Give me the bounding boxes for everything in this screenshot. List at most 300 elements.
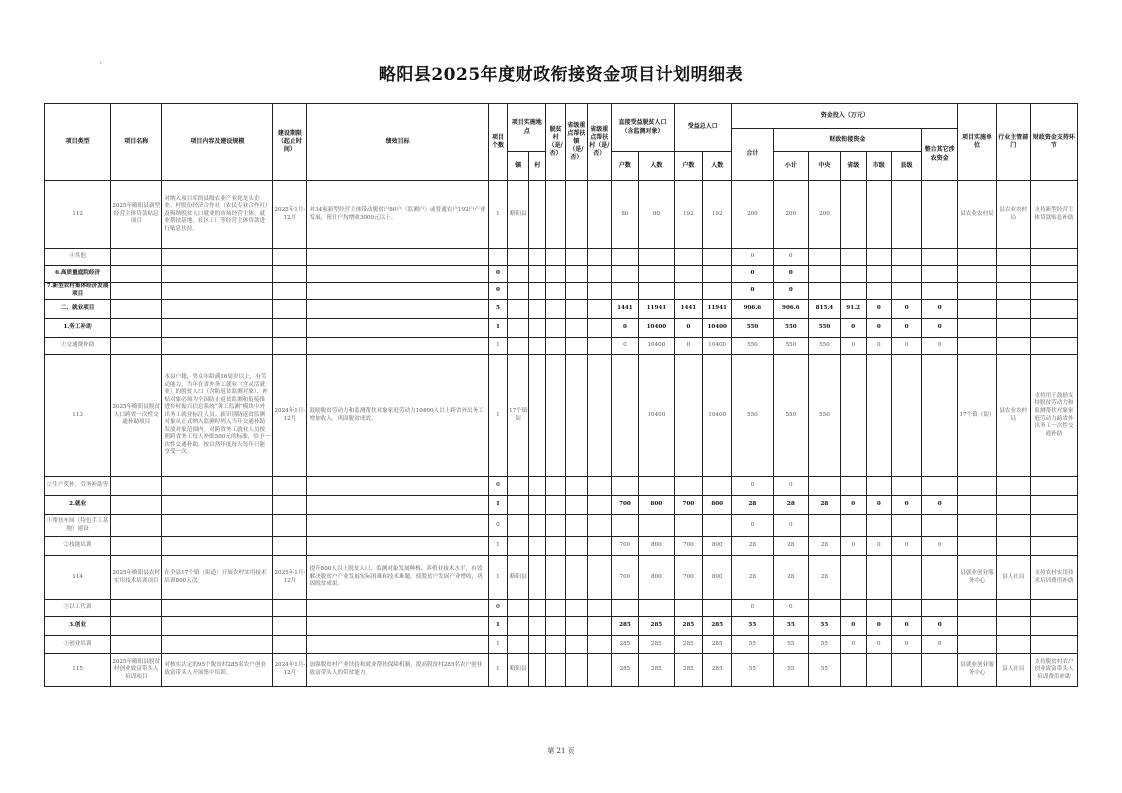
cell-village bbox=[529, 283, 546, 300]
cell-province bbox=[840, 600, 866, 617]
cell-period: 2024年1月-12月 bbox=[273, 654, 307, 687]
cell-support bbox=[1030, 283, 1077, 300]
cell-period bbox=[273, 617, 307, 636]
cell-total: 0 bbox=[732, 266, 774, 283]
cell-village bbox=[529, 249, 546, 266]
cell-province: 0 bbox=[840, 537, 866, 556]
cell-type: ②生产奖补、劳务补助等 bbox=[45, 477, 111, 496]
cell-support bbox=[1030, 617, 1077, 636]
cell-province: 0 bbox=[840, 319, 866, 338]
cell-people2: 285 bbox=[703, 654, 732, 687]
cell-dept: 县人社局 bbox=[996, 654, 1030, 687]
cell-count: 1 bbox=[488, 355, 507, 477]
cell-town: 略阳县 bbox=[508, 654, 529, 687]
cell-total: 0 bbox=[732, 600, 774, 617]
cell-count: 1 bbox=[488, 556, 507, 600]
cell-province: 0 bbox=[840, 496, 866, 515]
cell-period bbox=[273, 266, 307, 283]
table-row bbox=[45, 319, 1078, 338]
cell-other: 0 bbox=[921, 617, 957, 636]
cell-city bbox=[866, 477, 892, 496]
cell-total: 906.6 bbox=[732, 300, 774, 319]
cell-town bbox=[508, 617, 529, 636]
cell-village bbox=[529, 600, 546, 617]
cell-county bbox=[892, 355, 922, 477]
cell-households: 285 bbox=[611, 636, 639, 654]
cell-county bbox=[892, 266, 922, 283]
cell-count: 1 bbox=[488, 496, 507, 515]
table-row bbox=[45, 477, 1078, 496]
cell-type: 二、就业项目 bbox=[45, 300, 111, 319]
cell-county bbox=[892, 654, 922, 687]
cell-count: 0 bbox=[488, 515, 507, 537]
cell-impl-unit bbox=[958, 600, 996, 617]
header-goal: 绩效目标 bbox=[307, 104, 488, 181]
cell-dept bbox=[996, 537, 1030, 556]
cell-total: 0 bbox=[732, 515, 774, 537]
header-direct-benef: 直接受益脱贫人口（含监测对象） bbox=[611, 104, 674, 152]
cell-subtotal: 55 bbox=[773, 636, 808, 654]
cell-central: 550 bbox=[808, 338, 840, 355]
cell-people bbox=[639, 477, 674, 496]
cell-period bbox=[273, 249, 307, 266]
cell-name bbox=[111, 617, 162, 636]
header-town: 镇 bbox=[508, 152, 529, 181]
cell-province bbox=[840, 266, 866, 283]
cell-people2: 285 bbox=[703, 636, 732, 654]
cell-prov-village bbox=[588, 181, 611, 249]
cell-village bbox=[529, 537, 546, 556]
cell-count: 1 bbox=[488, 537, 507, 556]
cell-village bbox=[529, 496, 546, 515]
cell-impl-unit bbox=[958, 319, 996, 338]
cell-count: 1 bbox=[488, 636, 507, 654]
cell-people2 bbox=[703, 249, 732, 266]
cell-village bbox=[529, 617, 546, 636]
cell-province bbox=[840, 654, 866, 687]
cell-goal bbox=[307, 496, 488, 515]
cell-period bbox=[273, 283, 307, 300]
cell-support bbox=[1030, 636, 1077, 654]
cell-households2 bbox=[674, 515, 703, 537]
cell-name: 2025年略阳县脱贫人口跨省一次性交通补助项目 bbox=[111, 355, 162, 477]
cell-households: 700 bbox=[611, 537, 639, 556]
cell-dept bbox=[996, 338, 1030, 355]
cell-period: 2024年1月-12月 bbox=[273, 355, 307, 477]
cell-name: 2025年略阳县农村实用技术培训项目 bbox=[111, 556, 162, 600]
cell-central bbox=[808, 515, 840, 537]
cell-total: 28 bbox=[732, 496, 774, 515]
cell-people2 bbox=[703, 283, 732, 300]
table-row bbox=[45, 600, 1078, 617]
cell-people2 bbox=[703, 600, 732, 617]
cell-prov-village bbox=[588, 266, 611, 283]
table-row bbox=[45, 515, 1078, 537]
cell-name bbox=[111, 249, 162, 266]
table-row bbox=[45, 355, 1078, 477]
cell-impl-unit: 县就业创业服务中心 bbox=[958, 556, 996, 600]
cell-count: 5 bbox=[488, 300, 507, 319]
cell-people bbox=[639, 283, 674, 300]
cell-type: ①交通费补助 bbox=[45, 338, 111, 355]
cell-support bbox=[1030, 515, 1077, 537]
cell-other: 0 bbox=[921, 319, 957, 338]
cell-province bbox=[840, 556, 866, 600]
cell-prov-town bbox=[565, 300, 587, 319]
cell-type: ②技能培训 bbox=[45, 537, 111, 556]
cell-central: 28 bbox=[808, 537, 840, 556]
cell-county: 0 bbox=[892, 636, 922, 654]
cell-province bbox=[840, 249, 866, 266]
header-poor-village: 脱贫村（是/否） bbox=[546, 104, 565, 181]
cell-people bbox=[639, 515, 674, 537]
cell-town: 17个镇街 bbox=[508, 355, 529, 477]
header-prov-village: 省级重点帮扶村（是/否） bbox=[588, 104, 611, 181]
cell-poor-village bbox=[546, 654, 565, 687]
header-province: 省级 bbox=[840, 152, 866, 181]
cell-type: 3.创业 bbox=[45, 617, 111, 636]
cell-count: 0 bbox=[488, 477, 507, 496]
cell-dept: 县人社局 bbox=[996, 556, 1030, 600]
cell-households: 0 bbox=[611, 338, 639, 355]
cell-dept bbox=[996, 283, 1030, 300]
header-funds: 资金投入（万元） bbox=[732, 104, 958, 129]
cell-goal bbox=[307, 249, 488, 266]
header-prov-town: 省级重点帮扶镇（是/否） bbox=[565, 104, 587, 181]
cell-count: 0 bbox=[488, 600, 507, 617]
cell-goal bbox=[307, 537, 488, 556]
cell-people2: 10400 bbox=[703, 319, 732, 338]
cell-households2: 285 bbox=[674, 617, 703, 636]
cell-poor-village bbox=[546, 617, 565, 636]
header-location: 项目实施地点 bbox=[508, 104, 546, 152]
page-title: 略阳县2025年度财政衔接资金项目计划明细表 bbox=[378, 65, 744, 85]
cell-people2: 800 bbox=[703, 537, 732, 556]
cell-count: 1 bbox=[488, 654, 507, 687]
cell-households2: 700 bbox=[674, 496, 703, 515]
cell-goal bbox=[307, 319, 488, 338]
cell-city bbox=[866, 600, 892, 617]
cell-province bbox=[840, 355, 866, 477]
cell-people2: 10400 bbox=[703, 338, 732, 355]
cell-county: 0 bbox=[892, 338, 922, 355]
cell-prov-town bbox=[565, 515, 587, 537]
cell-people: 800 bbox=[639, 537, 674, 556]
cell-poor-village bbox=[546, 537, 565, 556]
cell-impl-unit bbox=[958, 338, 996, 355]
cell-type: ④其他 bbox=[45, 249, 111, 266]
cell-type: 115 bbox=[45, 654, 111, 687]
cell-city: 0 bbox=[866, 496, 892, 515]
cell-households: 285 bbox=[611, 617, 639, 636]
header-type: 项目类型 bbox=[45, 104, 111, 181]
cell-subtotal: 0 bbox=[773, 477, 808, 496]
cell-dept bbox=[996, 636, 1030, 654]
cell-subtotal: 28 bbox=[773, 496, 808, 515]
cell-prov-village bbox=[588, 537, 611, 556]
cell-subtotal: 550 bbox=[773, 355, 808, 477]
cell-province: 0 bbox=[840, 338, 866, 355]
cell-households2 bbox=[674, 355, 703, 477]
cell-impl-unit bbox=[958, 496, 996, 515]
cell-poor-village bbox=[546, 515, 565, 537]
cell-support bbox=[1030, 266, 1077, 283]
cell-poor-village bbox=[546, 181, 565, 249]
cell-dept bbox=[996, 249, 1030, 266]
cell-households: 80 bbox=[611, 181, 639, 249]
cell-other: 0 bbox=[921, 338, 957, 355]
cell-goal: 鼓励脱贫劳动力和监测帮扶对象家庭劳动力10400人以上跨省外出务工增加收入，巩固脱贫成效。 bbox=[307, 355, 488, 477]
cell-dept bbox=[996, 600, 1030, 617]
cell-count: 1 bbox=[488, 319, 507, 338]
cell-village bbox=[529, 654, 546, 687]
cell-period: 2025年1月-12月 bbox=[273, 556, 307, 600]
cell-prov-town bbox=[565, 654, 587, 687]
cell-support bbox=[1030, 300, 1077, 319]
cell-prov-village bbox=[588, 249, 611, 266]
cell-village bbox=[529, 355, 546, 477]
cell-name bbox=[111, 266, 162, 283]
header-county: 县级 bbox=[892, 152, 922, 181]
cell-city: 0 bbox=[866, 338, 892, 355]
cell-period bbox=[273, 338, 307, 355]
cell-people: 800 bbox=[639, 556, 674, 600]
project-plan-table bbox=[44, 103, 1078, 687]
cell-type: ①创业培训 bbox=[45, 636, 111, 654]
cell-impl-unit: 县就业创业服务中心 bbox=[958, 654, 996, 687]
cell-central: 28 bbox=[808, 556, 840, 600]
cell-households2: 285 bbox=[674, 654, 703, 687]
cell-poor-village bbox=[546, 266, 565, 283]
cell-prov-village bbox=[588, 617, 611, 636]
cell-goal bbox=[307, 300, 488, 319]
cell-city bbox=[866, 181, 892, 249]
cell-people: 285 bbox=[639, 617, 674, 636]
cell-name: 2025年略阳县脱贫村创业致富带头人培训项目 bbox=[111, 654, 162, 687]
cell-people2 bbox=[703, 515, 732, 537]
cell-prov-town bbox=[565, 496, 587, 515]
cell-impl-unit: 17个镇（街） bbox=[958, 355, 996, 477]
cell-prov-village bbox=[588, 600, 611, 617]
cell-support bbox=[1030, 477, 1077, 496]
cell-impl-unit bbox=[958, 249, 996, 266]
cell-type: 113 bbox=[45, 355, 111, 477]
cell-goal: 加强脱贫村产业扶持和就业帮扶保障机制，提高脱贫村285名农户创业致富带头人的带贫能力。 bbox=[307, 654, 488, 687]
cell-content bbox=[162, 496, 273, 515]
cell-poor-village bbox=[546, 249, 565, 266]
header-households: 户数 bbox=[611, 152, 639, 181]
cell-city bbox=[866, 654, 892, 687]
cell-other bbox=[921, 249, 957, 266]
cell-county: 0 bbox=[892, 617, 922, 636]
page-number: 第 21 页 bbox=[547, 747, 575, 755]
cell-city: 0 bbox=[866, 319, 892, 338]
cell-people: 285 bbox=[639, 654, 674, 687]
cell-county bbox=[892, 249, 922, 266]
cell-name bbox=[111, 338, 162, 355]
cell-prov-town bbox=[565, 319, 587, 338]
cell-village bbox=[529, 319, 546, 338]
cell-support bbox=[1030, 338, 1077, 355]
cell-goal bbox=[307, 283, 488, 300]
cell-other bbox=[921, 355, 957, 477]
cell-total: 55 bbox=[732, 654, 774, 687]
cell-support bbox=[1030, 496, 1077, 515]
header-village: 村 bbox=[529, 152, 546, 181]
cell-total: 550 bbox=[732, 355, 774, 477]
cell-households2 bbox=[674, 600, 703, 617]
cell-households bbox=[611, 266, 639, 283]
cell-households bbox=[611, 515, 639, 537]
cell-period bbox=[273, 496, 307, 515]
cell-period bbox=[273, 319, 307, 338]
cell-province: 91.2 bbox=[840, 300, 866, 319]
cell-impl-unit bbox=[958, 515, 996, 537]
cell-goal: 提升800人以上脱贫人口、监测对象发展种植、养殖业技术水平，有效解决脱贫户产业发展实际困难和技术难题，使脱贫户发展产业增收，巩固脱贫成果。 bbox=[307, 556, 488, 600]
cell-prov-town bbox=[565, 249, 587, 266]
header-period: 建设期限（起止时间） bbox=[273, 104, 307, 181]
cell-province bbox=[840, 477, 866, 496]
cell-type: ①帮扶车间（特色手工基地）建设 bbox=[45, 515, 111, 537]
cell-households bbox=[611, 355, 639, 477]
cell-prov-town bbox=[565, 636, 587, 654]
cell-people: 10400 bbox=[639, 338, 674, 355]
cell-county bbox=[892, 477, 922, 496]
cell-village bbox=[529, 181, 546, 249]
cell-other: 0 bbox=[921, 496, 957, 515]
cell-other: 0 bbox=[921, 537, 957, 556]
cell-total: 55 bbox=[732, 617, 774, 636]
cell-name bbox=[111, 636, 162, 654]
cell-province bbox=[840, 181, 866, 249]
cell-town bbox=[508, 338, 529, 355]
stray-mark: ' bbox=[100, 62, 102, 69]
cell-town bbox=[508, 249, 529, 266]
cell-town bbox=[508, 319, 529, 338]
cell-other: 0 bbox=[921, 636, 957, 654]
cell-subtotal: 550 bbox=[773, 319, 808, 338]
cell-people: 800 bbox=[639, 496, 674, 515]
cell-prov-village bbox=[588, 355, 611, 477]
cell-prov-town bbox=[565, 355, 587, 477]
cell-prov-town bbox=[565, 556, 587, 600]
cell-support bbox=[1030, 600, 1077, 617]
cell-central bbox=[808, 600, 840, 617]
cell-dept bbox=[996, 496, 1030, 515]
cell-village bbox=[529, 300, 546, 319]
cell-central: 55 bbox=[808, 636, 840, 654]
header-city: 市级 bbox=[866, 152, 892, 181]
cell-people bbox=[639, 266, 674, 283]
header-fiscal: 财政衔接资金 bbox=[773, 129, 921, 152]
cell-content bbox=[162, 249, 273, 266]
cell-total: 0 bbox=[732, 249, 774, 266]
cell-households: 1441 bbox=[611, 300, 639, 319]
header-central: 中央 bbox=[808, 152, 840, 181]
cell-households2: 0 bbox=[674, 338, 703, 355]
cell-type: 2.就业 bbox=[45, 496, 111, 515]
cell-households bbox=[611, 477, 639, 496]
cell-city bbox=[866, 266, 892, 283]
cell-city bbox=[866, 249, 892, 266]
cell-households2: 0 bbox=[674, 319, 703, 338]
cell-households2 bbox=[674, 266, 703, 283]
cell-city: 0 bbox=[866, 636, 892, 654]
cell-content bbox=[162, 515, 273, 537]
cell-name bbox=[111, 515, 162, 537]
cell-name bbox=[111, 496, 162, 515]
cell-poor-village bbox=[546, 319, 565, 338]
cell-name bbox=[111, 537, 162, 556]
cell-subtotal: 28 bbox=[773, 556, 808, 600]
cell-dept bbox=[996, 515, 1030, 537]
cell-impl-unit bbox=[958, 617, 996, 636]
cell-name: 2025年略阳县新型经营主体贷款贴息项目 bbox=[111, 181, 162, 249]
cell-people2 bbox=[703, 266, 732, 283]
cell-count bbox=[488, 249, 507, 266]
cell-goal bbox=[307, 266, 488, 283]
cell-support bbox=[1030, 319, 1077, 338]
table-row bbox=[45, 283, 1078, 300]
cell-village bbox=[529, 515, 546, 537]
cell-goal bbox=[307, 617, 488, 636]
cell-poor-village bbox=[546, 338, 565, 355]
cell-total: 0 bbox=[732, 477, 774, 496]
cell-central: 550 bbox=[808, 355, 840, 477]
header-impl-unit: 项目实施单位 bbox=[958, 104, 996, 181]
cell-people: 80 bbox=[639, 181, 674, 249]
header-other: 整合其它涉农资金 bbox=[921, 129, 957, 181]
cell-city: 0 bbox=[866, 537, 892, 556]
cell-count: 1 bbox=[488, 181, 507, 249]
cell-prov-village bbox=[588, 283, 611, 300]
cell-village bbox=[529, 556, 546, 600]
cell-impl-unit bbox=[958, 636, 996, 654]
cell-prov-village bbox=[588, 496, 611, 515]
cell-subtotal: 0 bbox=[773, 515, 808, 537]
cell-type: 7.新型农村集体经济发展项目 bbox=[45, 283, 111, 300]
cell-people bbox=[639, 249, 674, 266]
cell-type: ③以工代训 bbox=[45, 600, 111, 617]
cell-city bbox=[866, 515, 892, 537]
cell-poor-village bbox=[546, 355, 565, 477]
cell-period bbox=[273, 537, 307, 556]
cell-prov-village bbox=[588, 654, 611, 687]
cell-content bbox=[162, 338, 273, 355]
cell-type: 114 bbox=[45, 556, 111, 600]
cell-other bbox=[921, 181, 957, 249]
cell-goal bbox=[307, 338, 488, 355]
cell-town bbox=[508, 600, 529, 617]
cell-period: 2025年1月-12月 bbox=[273, 181, 307, 249]
cell-city: 0 bbox=[866, 617, 892, 636]
cell-total: 28 bbox=[732, 537, 774, 556]
cell-dept bbox=[996, 477, 1030, 496]
cell-central: 28 bbox=[808, 496, 840, 515]
cell-county bbox=[892, 600, 922, 617]
cell-central: 55 bbox=[808, 654, 840, 687]
cell-type: 6.高质量庭院经济 bbox=[45, 266, 111, 283]
cell-content bbox=[162, 319, 273, 338]
cell-support: 支持新型经营主体贷款贴息补助 bbox=[1030, 181, 1077, 249]
cell-support bbox=[1030, 249, 1077, 266]
cell-people2: 800 bbox=[703, 556, 732, 600]
cell-subtotal: 0 bbox=[773, 266, 808, 283]
cell-people2: 192 bbox=[703, 181, 732, 249]
cell-prov-village bbox=[588, 477, 611, 496]
cell-poor-village bbox=[546, 556, 565, 600]
cell-subtotal: 55 bbox=[773, 617, 808, 636]
